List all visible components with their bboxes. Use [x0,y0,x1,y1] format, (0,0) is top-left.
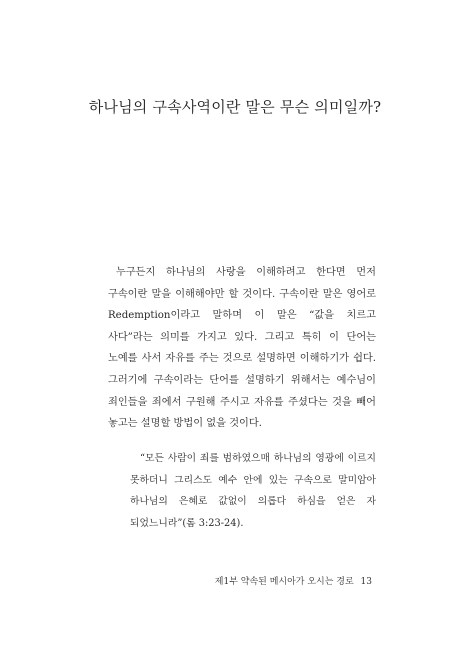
chapter-title: 하나님의 구속사역이란 말은 무슨 의미일까? [88,98,382,116]
running-title: 제1부 약속된 메시아가 오시는 경로 [214,577,354,587]
scripture-quote: “모든 사람이 죄를 범하였으매 하나님의 영광에 이르지 못하더니 그리스도 예수 안에 있는 구속으로 말미암아 하나님의 은혜로 값없이 의롭다 하심을 얻은 자 되었느니라”(롬 3:23-24). [130,453,376,529]
page-footer [0,574,372,587]
body-paragraph: 누구든지 하나님의 사랑을 이해하려고 한다면 먼저 구속이란 말을 이해해야만 할 것이다. 구속이란 말은 영어로 Redemption이라고 말하며 이 말은 “값을 치르고 사다”라는 의미를 가지고 있다. 그리고 특히 이 단어는 노예를 사서 자유를 주는 것으로 설명하면 이해하기가 쉽다. 그러기에 구속이라는 단어를 설명하기 위해서는 예수님이 죄인들을 죄에서 구원해 주시고 자유를 주셨다는 것을 빼어 놓고는 설명할 방법이 없을 것이다. [108,267,376,430]
page-number: 13 [360,577,372,587]
